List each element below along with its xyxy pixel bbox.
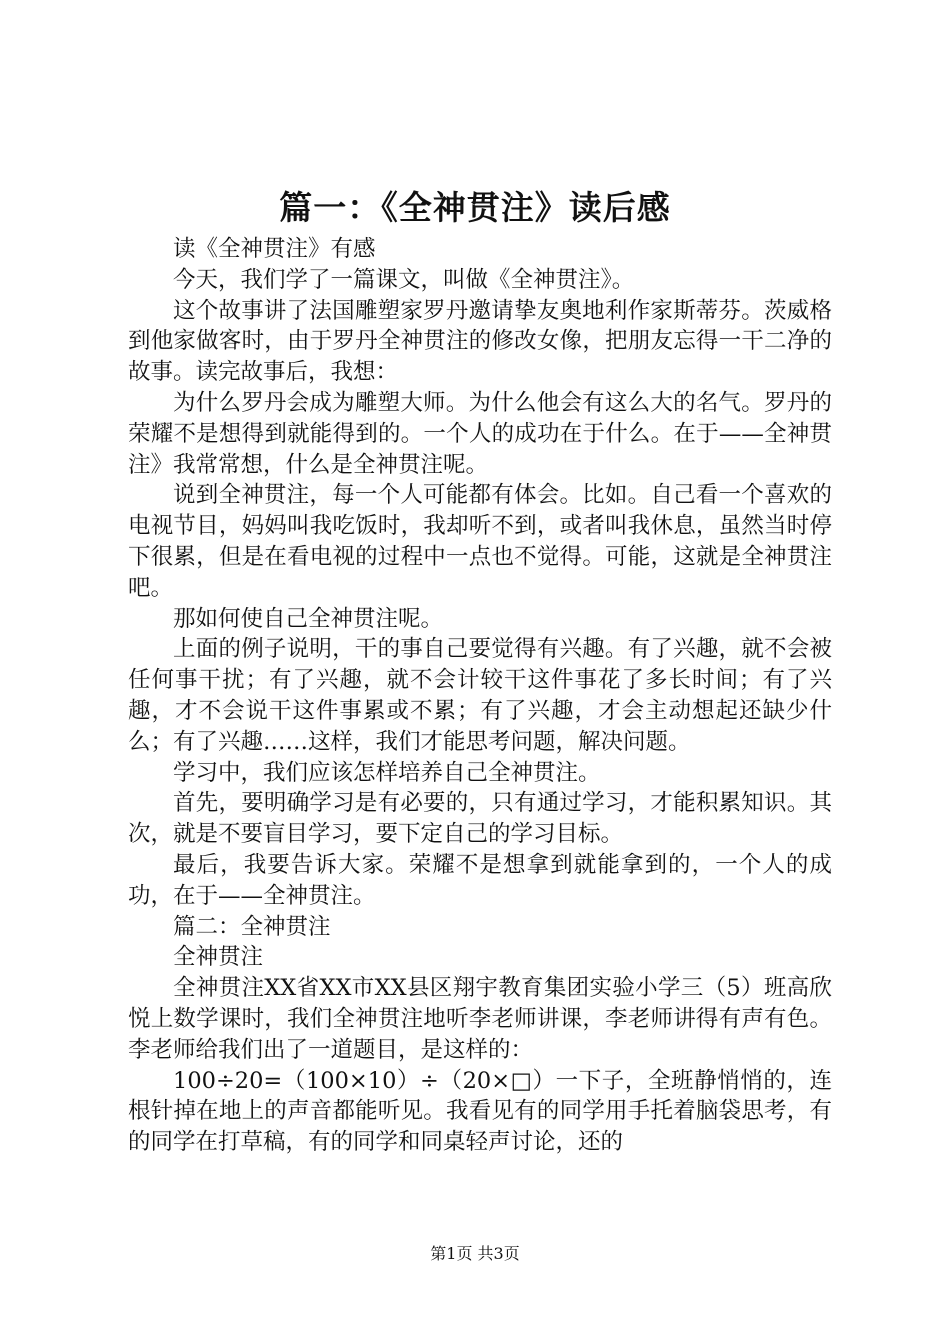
paragraph: 这个故事讲了法国雕塑家罗丹邀请挚友奥地利作家斯蒂芬。茨威格到他家做客时，由于罗丹全神贯注的修改女像，把朋友忘得一干二净的故事。读完故事后，我想： — [128, 297, 832, 386]
paragraph: 上面的例子说明，干的事自己要觉得有兴趣。有了兴趣，就不会被任何事干扰；有了兴趣，就不会计较干这件事花了多长时间；有了兴趣，才不会说干这件事累或不累；有了兴趣，才会主动想起还缺少什么；有了兴趣……这样，我们才能思考问题，解决问题。 — [128, 636, 832, 755]
paragraph: 最后，我要告诉大家。荣耀不是想拿到就能拿到的，一个人的成功，在于——全神贯注。 — [128, 851, 832, 909]
paragraph: 首先，要明确学习是有必要的，只有通过学习，才能积累知识。其次，就是不要盲目学习，要下定自己的学习目标。 — [128, 790, 832, 848]
paragraph: 100÷20=（100×10）÷（20×□）一下子，全班静悄悄的，连根针掉在地上的声音都能听见。我看见有的同学用手托着脑袋思考，有的同学在打草稿，有的同学和同桌轻声讨论，还的 — [128, 1067, 832, 1156]
page-footer: 第1页 共3页 — [430, 1244, 520, 1263]
paragraph: 说到全神贯注，每一个人可能都有体会。比如。自己看一个喜欢的电视节目，妈妈叫我吃饭时，我却听不到，或者叫我休息，虽然当时停下很累，但是在看电视的过程中一点也不觉得。可能，这就是全神贯注吧。 — [128, 482, 832, 601]
paragraph: 学习中，我们应该怎样培养自己全神贯注。 — [173, 759, 601, 786]
document-body — [128, 234, 832, 1158]
section-subtitle: 全神贯注 — [173, 944, 264, 971]
section-heading: 篇二：全神贯注 — [173, 913, 331, 940]
page-title: 篇一：《全神贯注》读后感 — [279, 188, 671, 227]
paragraph: 为什么罗丹会成为雕塑大师。为什么他会有这么大的名气。罗丹的荣耀不是想得到就能得到的。一个人的成功在于什么。在于——全神贯注》我常常想，什么是全神贯注呢。 — [128, 389, 832, 478]
paragraph: 那如何使自己全神贯注呢。 — [173, 605, 444, 632]
paragraph: 今天，我们学了一篇课文，叫做《全神贯注》。 — [173, 266, 635, 293]
paragraph: 读《全神贯注》有感 — [173, 236, 376, 262]
paragraph: 全神贯注XX省XX市XX县区翔宇教育集团实验小学三（5）班高欣悦上数学课时，我们全神贯注地听李老师讲课，李老师讲得有声有色。李老师给我们出了一道题目，是这样的： — [128, 975, 832, 1063]
